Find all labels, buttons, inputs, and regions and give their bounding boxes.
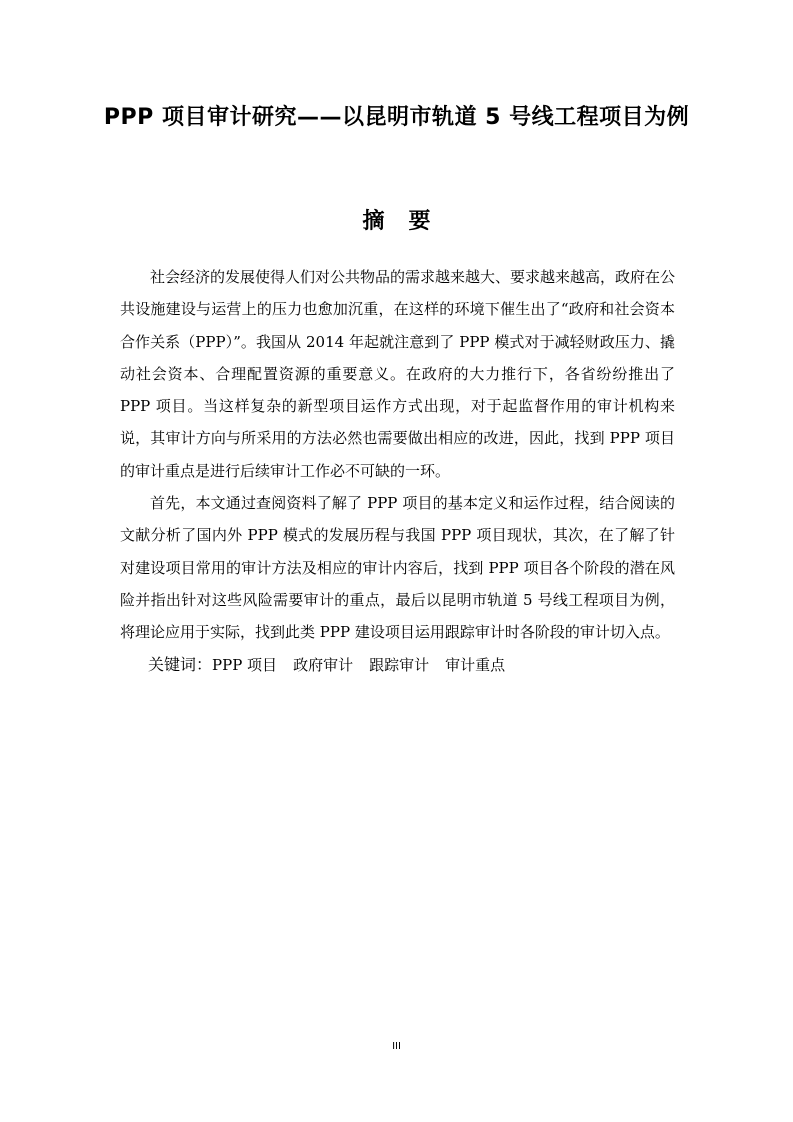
keyword-item: PPP 项目 <box>212 655 278 674</box>
document-title: PPP 项目审计研究——以昆明市轨道 5 号线工程项目为例 <box>103 105 690 130</box>
keyword-item: 政府审计 <box>293 655 354 674</box>
keywords-line <box>120 649 675 681</box>
abstract-body <box>120 261 675 681</box>
keyword-item: 审计重点 <box>445 655 506 674</box>
abstract-heading: 摘要 <box>362 209 455 234</box>
keyword-item: 跟踪审计 <box>369 655 430 674</box>
keywords-label: 关键词： <box>148 654 213 674</box>
abstract-paragraph-2: 首先，本文通过查阅资料了解了 PPP 项目的基本定义和运作过程，结合阅读的文献分析了国内外 PPP 模式的发展历程与我国 PPP 项目现状，其次，在了解了针对建设项目常用的审计方法及相应的审计内容后，找到 PPP 项目各个阶段的潜在风险并指出针对这些风险需要审计的重点，最后以昆明市轨道 5 号线工程项目为例，将理论应用于实际，找到此类 PPP 建设项目运用跟踪审计时各阶段的审计切入点。 <box>120 494 675 642</box>
abstract-paragraph-1: 社会经济的发展使得人们对公共物品的需求越来越大、要求越来越高，政府在公共设施建设与运营上的压力也愈加沉重，在这样的环境下催生出了“政府和社会资本合作关系（PPP）”。我国从 2014 年起就注意到了 PPP 模式对于减轻财政压力、撬动社会资本、合理配置资源的重要意义。在政府的大力推行下，各省纷纷推出了 PPP 项目。当这样复杂的新型项目运作方式出现，对于起监督作用的审计机构来说，其审计方向与所采用的方法必然也需要做出相应的改进，因此，找到 PPP 项目的审计重点是进行后续审计工作必不可缺的一环。 <box>120 268 676 480</box>
page-number: III <box>392 1041 401 1052</box>
